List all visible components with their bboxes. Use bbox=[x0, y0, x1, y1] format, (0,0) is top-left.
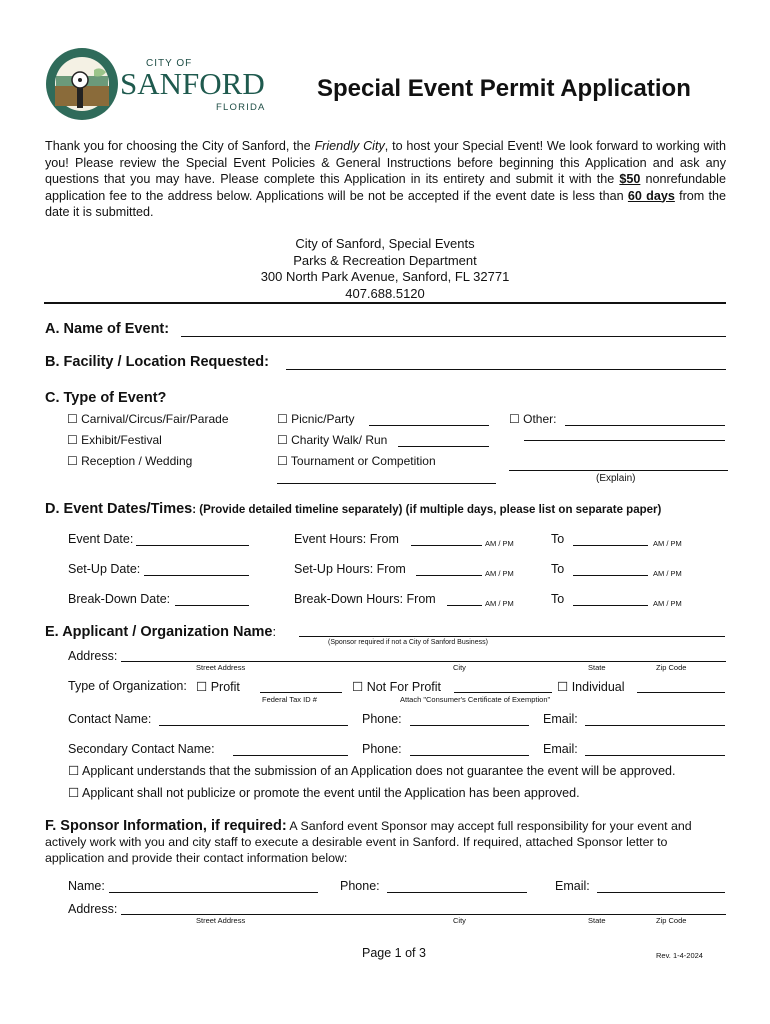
sponsor-address-field[interactable] bbox=[121, 914, 726, 915]
mailing-address bbox=[200, 236, 570, 302]
sponsor-email-label: Email: bbox=[555, 879, 590, 893]
intro-days: 60 days bbox=[627, 188, 675, 203]
reception-label: Reception / Wedding bbox=[81, 454, 193, 468]
nonprofit-field[interactable] bbox=[454, 692, 552, 693]
section-b-label: B. Facility / Location Requested: bbox=[45, 354, 269, 370]
explain-caption: (Explain) bbox=[596, 473, 636, 484]
nonprofit-label: Not For Profit bbox=[366, 680, 442, 694]
setup-date-field[interactable] bbox=[144, 575, 249, 576]
section-d-note: : (Provide detailed timeline separately) (if multiple days, please list on separate paper) bbox=[192, 504, 662, 516]
sponsor-phone-field[interactable] bbox=[387, 892, 527, 893]
setup-date-label: Set-Up Date: bbox=[68, 562, 141, 576]
picnic-field[interactable] bbox=[369, 425, 489, 426]
secondary-phone-field[interactable] bbox=[410, 755, 529, 756]
setup-hours-to-field[interactable] bbox=[573, 575, 648, 576]
secondary-email-field[interactable] bbox=[585, 755, 725, 756]
individual-label: Individual bbox=[571, 680, 625, 694]
contact-name-field[interactable] bbox=[159, 725, 348, 726]
sponsor-email-field[interactable] bbox=[597, 892, 725, 893]
city-logo bbox=[44, 44, 279, 124]
intro-text-4: from the date it is submitted. bbox=[45, 188, 726, 219]
checkbox-profit[interactable]: ☐ Profit bbox=[196, 680, 240, 694]
picnic-label: Picnic/Party bbox=[291, 412, 355, 426]
setup-hours-to-ampm: AM / PM bbox=[653, 569, 682, 578]
page-number: Page 1 of 3 bbox=[362, 946, 426, 960]
other-field-1[interactable] bbox=[565, 425, 725, 426]
facility-location-field[interactable] bbox=[286, 369, 726, 370]
other-label: Other: bbox=[523, 412, 557, 426]
section-e-label bbox=[45, 623, 276, 641]
sponsor-name-label: Name: bbox=[68, 879, 105, 893]
other-field-2[interactable] bbox=[524, 440, 725, 441]
profit-label: Profit bbox=[210, 680, 240, 694]
contact-phone-field[interactable] bbox=[410, 725, 529, 726]
applicant-name-field[interactable] bbox=[299, 636, 725, 637]
secondary-phone-label: Phone: bbox=[362, 742, 402, 756]
sponsor-zip-caption: Zip Code bbox=[656, 916, 687, 925]
breakdown-hours-to-field[interactable] bbox=[573, 605, 648, 606]
address-line-3: 300 North Park Avenue, Sanford, FL 32771 bbox=[260, 269, 510, 284]
other-field-3[interactable] bbox=[509, 470, 728, 471]
contact-name-label: Contact Name: bbox=[68, 712, 152, 726]
logo-sanford: SANFORD bbox=[120, 66, 265, 101]
intro-fee: $50 bbox=[619, 172, 641, 186]
checkbox-ack-1[interactable]: ☐ Applicant understands that the submission of an Application does not guarantee the event will be approved. bbox=[68, 764, 676, 778]
address-line-1: City of Sanford, Special Events bbox=[295, 236, 475, 251]
applicant-street-caption: Street Address bbox=[196, 663, 246, 672]
section-e-colon: : bbox=[272, 624, 277, 639]
setup-hours-from-ampm: AM / PM bbox=[485, 569, 514, 578]
intro-paragraph bbox=[45, 138, 726, 221]
sponsor-street-caption: Street Address bbox=[196, 916, 246, 925]
checkbox-individual[interactable]: ☐ Individual bbox=[557, 680, 625, 694]
checkbox-other[interactable]: ☐ Other: bbox=[509, 412, 557, 426]
breakdown-hours-to-ampm: AM / PM bbox=[653, 599, 682, 608]
contact-email-label: Email: bbox=[543, 712, 578, 726]
checkbox-ack-2[interactable]: ☐ Applicant shall not publicize or promote the event until the Application has been approved. bbox=[68, 786, 580, 800]
event-hours-from-field[interactable] bbox=[411, 545, 482, 546]
setup-hours-from-field[interactable] bbox=[416, 575, 482, 576]
event-hours-to-ampm: AM / PM bbox=[653, 539, 682, 548]
section-d-title: D. Event Dates/Times bbox=[45, 501, 193, 517]
section-d-label bbox=[45, 500, 661, 518]
intro-text-1: Thank you for choosing the City of Sanford, the bbox=[45, 139, 315, 153]
logo-city-of: CITY OF bbox=[146, 58, 193, 69]
intro-text-2: , to host your Special Event! We look forward to working with you! Please review the Special Event Policies & General Instructions before beginning this Application and ask any questions that you may have. Please complete this Application in its entirety and submit it with the bbox=[45, 139, 726, 186]
checkbox-tournament[interactable]: ☐ Tournament or Competition bbox=[277, 454, 436, 468]
applicant-city-caption: City bbox=[453, 663, 466, 672]
secondary-email-label: Email: bbox=[543, 742, 578, 756]
federal-tax-id-field[interactable] bbox=[260, 692, 342, 693]
sponsor-address-label: Address: bbox=[68, 902, 118, 916]
contact-phone-label: Phone: bbox=[362, 712, 402, 726]
charity-field[interactable] bbox=[398, 446, 489, 447]
checkbox-exhibit[interactable]: ☐ Exhibit/Festival bbox=[67, 433, 162, 447]
breakdown-date-label: Break-Down Date: bbox=[68, 592, 171, 606]
page-title: Special Event Permit Application bbox=[317, 75, 691, 102]
federal-tax-caption: Federal Tax ID # bbox=[262, 695, 317, 704]
tournament-label: Tournament or Competition bbox=[290, 454, 436, 468]
breakdown-hours-label: Break-Down Hours: From bbox=[294, 592, 436, 606]
breakdown-hours-from-ampm: AM / PM bbox=[485, 599, 514, 608]
event-hours-label: Event Hours: From bbox=[294, 532, 399, 546]
section-f-title: F. Sponsor Information, if required: bbox=[45, 818, 287, 834]
event-hours-to-field[interactable] bbox=[573, 545, 648, 546]
sponsor-required-note: (Sponsor required if not a City of Sanford Business) bbox=[328, 639, 488, 646]
section-e-title: E. Applicant / Organization Name bbox=[45, 624, 273, 640]
sponsor-name-field[interactable] bbox=[109, 892, 318, 893]
logo-florida: FLORIDA bbox=[216, 102, 266, 113]
breakdown-hours-from-field[interactable] bbox=[447, 605, 482, 606]
address-line-2: Parks & Recreation Department bbox=[293, 252, 477, 268]
intro-text-3: nonrefundable application fee to the address below. Applications will be not be accepted if the event date is less than bbox=[45, 172, 726, 203]
exhibit-label: Exhibit/Festival bbox=[81, 433, 162, 447]
secondary-contact-label: Secondary Contact Name: bbox=[68, 742, 215, 756]
checkbox-picnic[interactable]: ☐ Picnic/Party bbox=[277, 412, 355, 426]
divider bbox=[44, 302, 726, 304]
sponsor-state-caption: State bbox=[588, 916, 606, 925]
checkbox-nonprofit[interactable]: ☐ Not For Profit bbox=[352, 680, 442, 694]
section-f-text: A Sanford event Sponsor may accept full responsibility for your event and actively work with you and city staff to execute a desirable event in Sanford. If required, attached Sponsor letter to application and provide their contact information below: bbox=[45, 819, 692, 865]
sponsor-city-caption: City bbox=[453, 916, 466, 925]
applicant-address-label: Address: bbox=[68, 649, 118, 663]
section-a-label: A. Name of Event: bbox=[45, 321, 170, 337]
applicant-zip-caption: Zip Code bbox=[656, 663, 687, 672]
revision-date: Rev. 1-4-2024 bbox=[656, 951, 703, 960]
section-c-label: C. Type of Event? bbox=[45, 390, 167, 406]
checkbox-reception[interactable]: ☐ Reception / Wedding bbox=[67, 454, 193, 468]
event-name-field[interactable] bbox=[181, 336, 726, 337]
secondary-contact-field[interactable] bbox=[233, 755, 348, 756]
checkbox-charity[interactable]: ☐ Charity Walk/ Run bbox=[277, 433, 388, 447]
carnival-label: Carnival/Circus/Fair/Parade bbox=[81, 412, 229, 426]
breakdown-hours-to-label: To bbox=[551, 592, 565, 606]
applicant-state-caption: State bbox=[588, 663, 606, 672]
setup-hours-label: Set-Up Hours: From bbox=[294, 562, 406, 576]
consumer-cert-caption: Attach "Consumer's Certificate of Exemption" bbox=[400, 695, 551, 704]
contact-email-field[interactable] bbox=[585, 725, 725, 726]
sponsor-phone-label: Phone: bbox=[340, 879, 380, 893]
ack-1-label: Applicant understands that the submission of an Application does not guarantee the event will be approved. bbox=[82, 764, 676, 778]
tournament-field[interactable] bbox=[277, 483, 496, 484]
intro-friendly-city: Friendly City bbox=[314, 139, 385, 153]
event-hours-to-label: To bbox=[551, 532, 565, 546]
address-line-4: 407.688.5120 bbox=[345, 285, 425, 301]
breakdown-date-field[interactable] bbox=[175, 605, 249, 606]
checkbox-carnival[interactable]: ☐ Carnival/Circus/Fair/Parade bbox=[67, 412, 229, 426]
city-seal-icon bbox=[44, 46, 120, 122]
section-f bbox=[45, 818, 725, 866]
event-date-field[interactable] bbox=[136, 545, 249, 546]
charity-label: Charity Walk/ Run bbox=[291, 433, 388, 447]
applicant-address-field[interactable] bbox=[121, 661, 726, 662]
event-hours-from-ampm: AM / PM bbox=[485, 539, 514, 548]
setup-hours-to-label: To bbox=[551, 562, 565, 576]
individual-field[interactable] bbox=[637, 692, 725, 693]
event-date-label: Event Date: bbox=[68, 532, 134, 546]
type-org-label: Type of Organization: bbox=[68, 679, 187, 693]
ack-2-label: Applicant shall not publicize or promote the event until the Application has been approved. bbox=[82, 786, 580, 800]
